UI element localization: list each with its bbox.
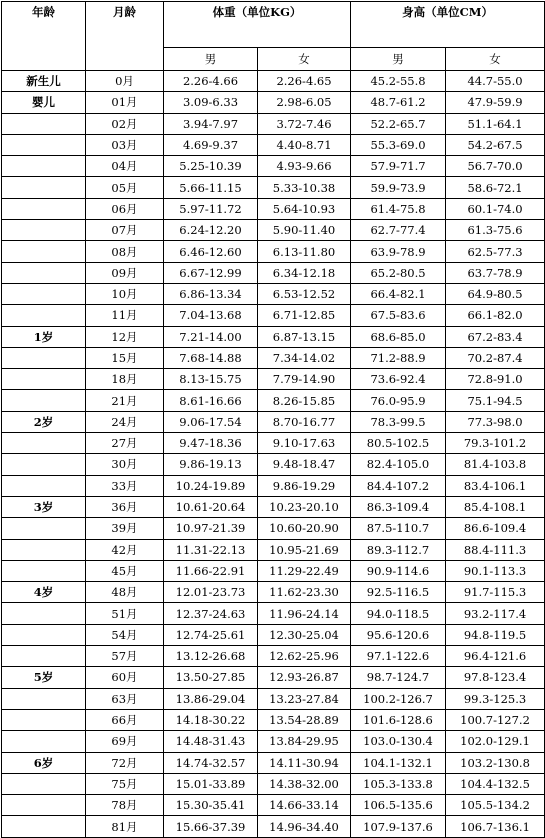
height-female-cell: 70.2-87.4	[446, 347, 545, 368]
table-row	[2, 688, 545, 709]
height-male-cell: 71.2-88.9	[351, 347, 446, 368]
month-cell: 51月	[86, 603, 164, 624]
weight-male-cell: 3.94-7.97	[164, 113, 258, 134]
table-row	[2, 241, 545, 262]
table-row	[2, 390, 545, 411]
age-cell	[2, 220, 86, 241]
month-cell: 33月	[86, 475, 164, 496]
weight-male-cell: 7.68-14.88	[164, 347, 258, 368]
age-cell	[2, 156, 86, 177]
height-female-cell: 104.4-132.5	[446, 773, 545, 794]
weight-male-cell: 3.09-6.33	[164, 92, 258, 113]
age-cell: 3岁	[2, 496, 86, 517]
height-female-cell: 63.7-78.9	[446, 262, 545, 283]
height-male-cell: 107.9-137.6	[351, 816, 446, 837]
weight-female-cell: 10.23-20.10	[258, 496, 351, 517]
age-cell	[2, 347, 86, 368]
month-cell: 39月	[86, 518, 164, 539]
height-female-cell: 93.2-117.4	[446, 603, 545, 624]
weight-male-cell: 15.66-37.39	[164, 816, 258, 837]
age-cell: 1岁	[2, 326, 86, 347]
weight-female-cell: 3.72-7.46	[258, 113, 351, 134]
growth-standard-table	[1, 1, 545, 838]
weight-male-cell: 12.01-23.73	[164, 582, 258, 603]
table-row	[2, 795, 545, 816]
height-female-cell: 66.1-82.0	[446, 305, 545, 326]
height-male-cell: 78.3-99.5	[351, 411, 446, 432]
month-cell: 02月	[86, 113, 164, 134]
age-cell: 新生儿	[2, 71, 86, 92]
weight-male-cell: 2.26-4.66	[164, 71, 258, 92]
height-male-cell: 68.6-85.0	[351, 326, 446, 347]
weight-male-cell: 14.74-32.57	[164, 752, 258, 773]
height-male-cell: 57.9-71.7	[351, 156, 446, 177]
weight-female-cell: 12.93-26.87	[258, 667, 351, 688]
height-female-cell: 67.2-83.4	[446, 326, 545, 347]
weight-female-cell: 8.70-16.77	[258, 411, 351, 432]
weight-male-cell: 6.67-12.99	[164, 262, 258, 283]
age-cell	[2, 177, 86, 198]
weight-male-cell: 9.47-18.36	[164, 433, 258, 454]
age-cell	[2, 134, 86, 155]
height-female-cell: 94.8-119.5	[446, 624, 545, 645]
table-row	[2, 177, 545, 198]
table-row	[2, 752, 545, 773]
table-row	[2, 113, 545, 134]
height-male-cell: 100.2-126.7	[351, 688, 446, 709]
age-cell: 5岁	[2, 667, 86, 688]
height-female-cell: 90.1-113.3	[446, 560, 545, 581]
height-male-cell: 67.5-83.6	[351, 305, 446, 326]
weight-male-cell: 8.61-16.66	[164, 390, 258, 411]
height-female-cell: 64.9-80.5	[446, 283, 545, 304]
weight-female-cell: 5.33-10.38	[258, 177, 351, 198]
age-cell: 2岁	[2, 411, 86, 432]
height-female-cell: 105.5-134.2	[446, 795, 545, 816]
header-height-male: 男	[351, 48, 446, 71]
month-cell: 72月	[86, 752, 164, 773]
weight-female-cell: 7.79-14.90	[258, 369, 351, 390]
age-cell	[2, 539, 86, 560]
height-male-cell: 90.9-114.6	[351, 560, 446, 581]
table-row	[2, 134, 545, 155]
month-cell: 01月	[86, 92, 164, 113]
weight-female-cell: 4.93-9.66	[258, 156, 351, 177]
weight-male-cell: 6.24-12.20	[164, 220, 258, 241]
age-cell	[2, 475, 86, 496]
month-cell: 0月	[86, 71, 164, 92]
weight-female-cell: 14.11-30.94	[258, 752, 351, 773]
height-female-cell: 81.4-103.8	[446, 454, 545, 475]
height-female-cell: 102.0-129.1	[446, 731, 545, 752]
month-cell: 06月	[86, 198, 164, 219]
height-female-cell: 62.5-77.3	[446, 241, 545, 262]
table-row	[2, 262, 545, 283]
height-male-cell: 86.3-109.4	[351, 496, 446, 517]
height-male-cell: 103.0-130.4	[351, 731, 446, 752]
weight-male-cell: 4.69-9.37	[164, 134, 258, 155]
height-female-cell: 97.8-123.4	[446, 667, 545, 688]
weight-male-cell: 9.06-17.54	[164, 411, 258, 432]
height-male-cell: 73.6-92.4	[351, 369, 446, 390]
weight-male-cell: 13.50-27.85	[164, 667, 258, 688]
month-cell: 12月	[86, 326, 164, 347]
weight-male-cell: 5.97-11.72	[164, 198, 258, 219]
age-cell: 4岁	[2, 582, 86, 603]
weight-female-cell: 14.38-32.00	[258, 773, 351, 794]
table-row	[2, 220, 545, 241]
month-cell: 48月	[86, 582, 164, 603]
height-male-cell: 76.0-95.9	[351, 390, 446, 411]
table-row	[2, 624, 545, 645]
weight-male-cell: 10.24-19.89	[164, 475, 258, 496]
age-cell	[2, 305, 86, 326]
age-cell	[2, 709, 86, 730]
age-cell	[2, 646, 86, 667]
table-row	[2, 496, 545, 517]
month-cell: 30月	[86, 454, 164, 475]
month-cell: 10月	[86, 283, 164, 304]
header-weight: 体重（单位KG）	[164, 2, 351, 48]
height-female-cell: 86.6-109.4	[446, 518, 545, 539]
month-cell: 60月	[86, 667, 164, 688]
month-cell: 08月	[86, 241, 164, 262]
weight-male-cell: 10.97-21.39	[164, 518, 258, 539]
table-row	[2, 92, 545, 113]
table-row	[2, 326, 545, 347]
weight-male-cell: 5.66-11.15	[164, 177, 258, 198]
age-cell	[2, 795, 86, 816]
height-male-cell: 84.4-107.2	[351, 475, 446, 496]
weight-female-cell: 11.29-22.49	[258, 560, 351, 581]
age-cell	[2, 688, 86, 709]
height-male-cell: 66.4-82.1	[351, 283, 446, 304]
table-row	[2, 411, 545, 432]
age-cell: 婴儿	[2, 92, 86, 113]
table-row	[2, 454, 545, 475]
height-female-cell: 85.4-108.1	[446, 496, 545, 517]
height-male-cell: 105.3-133.8	[351, 773, 446, 794]
month-cell: 27月	[86, 433, 164, 454]
age-cell	[2, 731, 86, 752]
month-cell: 78月	[86, 795, 164, 816]
height-male-cell: 104.1-132.1	[351, 752, 446, 773]
weight-male-cell: 6.46-12.60	[164, 241, 258, 262]
month-cell: 57月	[86, 646, 164, 667]
height-female-cell: 79.3-101.2	[446, 433, 545, 454]
weight-female-cell: 13.84-29.95	[258, 731, 351, 752]
month-cell: 63月	[86, 688, 164, 709]
month-cell: 03月	[86, 134, 164, 155]
weight-male-cell: 10.61-20.64	[164, 496, 258, 517]
height-male-cell: 63.9-78.9	[351, 241, 446, 262]
height-male-cell: 94.0-118.5	[351, 603, 446, 624]
weight-female-cell: 13.54-28.89	[258, 709, 351, 730]
table-row	[2, 198, 545, 219]
age-cell	[2, 390, 86, 411]
height-female-cell: 56.7-70.0	[446, 156, 545, 177]
header-height: 身高（单位CM）	[351, 2, 545, 48]
table-row	[2, 773, 545, 794]
weight-female-cell: 5.64-10.93	[258, 198, 351, 219]
table-row	[2, 560, 545, 581]
month-cell: 81月	[86, 816, 164, 837]
height-female-cell: 88.4-111.3	[446, 539, 545, 560]
height-female-cell: 72.8-91.0	[446, 369, 545, 390]
height-female-cell: 60.1-74.0	[446, 198, 545, 219]
age-cell	[2, 454, 86, 475]
month-cell: 54月	[86, 624, 164, 645]
weight-male-cell: 14.18-30.22	[164, 709, 258, 730]
weight-female-cell: 9.48-18.47	[258, 454, 351, 475]
weight-female-cell: 6.13-11.80	[258, 241, 351, 262]
weight-female-cell: 11.62-23.30	[258, 582, 351, 603]
age-cell	[2, 433, 86, 454]
month-cell: 21月	[86, 390, 164, 411]
weight-male-cell: 7.21-14.00	[164, 326, 258, 347]
weight-male-cell: 14.48-31.43	[164, 731, 258, 752]
weight-female-cell: 6.71-12.85	[258, 305, 351, 326]
height-male-cell: 61.4-75.8	[351, 198, 446, 219]
weight-female-cell: 6.34-12.18	[258, 262, 351, 283]
age-cell	[2, 518, 86, 539]
height-female-cell: 96.4-121.6	[446, 646, 545, 667]
weight-female-cell: 9.10-17.63	[258, 433, 351, 454]
height-female-cell: 58.6-72.1	[446, 177, 545, 198]
height-male-cell: 101.6-128.6	[351, 709, 446, 730]
height-female-cell: 54.2-67.5	[446, 134, 545, 155]
weight-male-cell: 15.01-33.89	[164, 773, 258, 794]
weight-male-cell: 15.30-35.41	[164, 795, 258, 816]
table-row	[2, 475, 545, 496]
height-male-cell: 55.3-69.0	[351, 134, 446, 155]
month-cell: 18月	[86, 369, 164, 390]
age-cell	[2, 773, 86, 794]
height-female-cell: 100.7-127.2	[446, 709, 545, 730]
weight-female-cell: 14.66-33.14	[258, 795, 351, 816]
month-cell: 66月	[86, 709, 164, 730]
height-male-cell: 97.1-122.6	[351, 646, 446, 667]
height-female-cell: 51.1-64.1	[446, 113, 545, 134]
weight-female-cell: 11.96-24.14	[258, 603, 351, 624]
table-row	[2, 347, 545, 368]
month-cell: 09月	[86, 262, 164, 283]
height-female-cell: 75.1-94.5	[446, 390, 545, 411]
age-cell	[2, 283, 86, 304]
height-female-cell: 91.7-115.3	[446, 582, 545, 603]
height-male-cell: 52.2-65.7	[351, 113, 446, 134]
table-row	[2, 433, 545, 454]
height-male-cell: 87.5-110.7	[351, 518, 446, 539]
weight-male-cell: 7.04-13.68	[164, 305, 258, 326]
age-cell	[2, 262, 86, 283]
height-male-cell: 95.6-120.6	[351, 624, 446, 645]
height-male-cell: 62.7-77.4	[351, 220, 446, 241]
month-cell: 07月	[86, 220, 164, 241]
weight-female-cell: 13.23-27.84	[258, 688, 351, 709]
month-cell: 45月	[86, 560, 164, 581]
weight-female-cell: 12.62-25.96	[258, 646, 351, 667]
weight-female-cell: 7.34-14.02	[258, 347, 351, 368]
month-cell: 15月	[86, 347, 164, 368]
header-month: 月龄	[86, 2, 164, 71]
weight-female-cell: 6.53-12.52	[258, 283, 351, 304]
weight-female-cell: 5.90-11.40	[258, 220, 351, 241]
header-row	[2, 2, 545, 48]
weight-female-cell: 12.30-25.04	[258, 624, 351, 645]
header-weight-female: 女	[258, 48, 351, 71]
age-cell	[2, 113, 86, 134]
table-row	[2, 518, 545, 539]
table-row	[2, 539, 545, 560]
weight-male-cell: 12.74-25.61	[164, 624, 258, 645]
month-cell: 36月	[86, 496, 164, 517]
height-female-cell: 83.4-106.1	[446, 475, 545, 496]
table-row	[2, 667, 545, 688]
month-cell: 69月	[86, 731, 164, 752]
height-male-cell: 98.7-124.7	[351, 667, 446, 688]
month-cell: 42月	[86, 539, 164, 560]
weight-female-cell: 8.26-15.85	[258, 390, 351, 411]
weight-female-cell: 14.96-34.40	[258, 816, 351, 837]
header-weight-male: 男	[164, 48, 258, 71]
age-cell: 6岁	[2, 752, 86, 773]
age-cell	[2, 603, 86, 624]
weight-male-cell: 8.13-15.75	[164, 369, 258, 390]
table-row	[2, 709, 545, 730]
height-male-cell: 59.9-73.9	[351, 177, 446, 198]
table-row	[2, 305, 545, 326]
age-cell	[2, 241, 86, 262]
age-cell	[2, 369, 86, 390]
weight-male-cell: 12.37-24.63	[164, 603, 258, 624]
weight-male-cell: 5.25-10.39	[164, 156, 258, 177]
height-female-cell: 61.3-75.6	[446, 220, 545, 241]
height-male-cell: 65.2-80.5	[351, 262, 446, 283]
table-row	[2, 283, 545, 304]
weight-female-cell: 10.95-21.69	[258, 539, 351, 560]
weight-male-cell: 6.86-13.34	[164, 283, 258, 304]
height-male-cell: 48.7-61.2	[351, 92, 446, 113]
month-cell: 75月	[86, 773, 164, 794]
weight-male-cell: 11.66-22.91	[164, 560, 258, 581]
table-row	[2, 582, 545, 603]
header-age: 年龄	[2, 2, 86, 71]
height-male-cell: 92.5-116.5	[351, 582, 446, 603]
table-row	[2, 156, 545, 177]
table-row	[2, 369, 545, 390]
weight-female-cell: 9.86-19.29	[258, 475, 351, 496]
height-female-cell: 106.7-136.1	[446, 816, 545, 837]
age-cell	[2, 198, 86, 219]
weight-male-cell: 9.86-19.13	[164, 454, 258, 475]
weight-female-cell: 6.87-13.15	[258, 326, 351, 347]
height-male-cell: 45.2-55.8	[351, 71, 446, 92]
height-male-cell: 89.3-112.7	[351, 539, 446, 560]
month-cell: 11月	[86, 305, 164, 326]
weight-male-cell: 13.86-29.04	[164, 688, 258, 709]
header-height-female: 女	[446, 48, 545, 71]
height-male-cell: 106.5-135.6	[351, 795, 446, 816]
month-cell: 24月	[86, 411, 164, 432]
month-cell: 05月	[86, 177, 164, 198]
month-cell: 04月	[86, 156, 164, 177]
height-female-cell: 44.7-55.0	[446, 71, 545, 92]
age-cell	[2, 624, 86, 645]
weight-female-cell: 2.26-4.65	[258, 71, 351, 92]
table-row	[2, 71, 545, 92]
weight-female-cell: 4.40-8.71	[258, 134, 351, 155]
table-row	[2, 603, 545, 624]
height-female-cell: 77.3-98.0	[446, 411, 545, 432]
table-row	[2, 731, 545, 752]
height-male-cell: 80.5-102.5	[351, 433, 446, 454]
table-row	[2, 646, 545, 667]
height-female-cell: 47.9-59.9	[446, 92, 545, 113]
height-male-cell: 82.4-105.0	[351, 454, 446, 475]
age-cell	[2, 560, 86, 581]
height-female-cell: 99.3-125.3	[446, 688, 545, 709]
weight-male-cell: 13.12-26.68	[164, 646, 258, 667]
weight-female-cell: 10.60-20.90	[258, 518, 351, 539]
height-female-cell: 103.2-130.8	[446, 752, 545, 773]
table-body	[2, 71, 545, 838]
weight-female-cell: 2.98-6.05	[258, 92, 351, 113]
weight-male-cell: 11.31-22.13	[164, 539, 258, 560]
